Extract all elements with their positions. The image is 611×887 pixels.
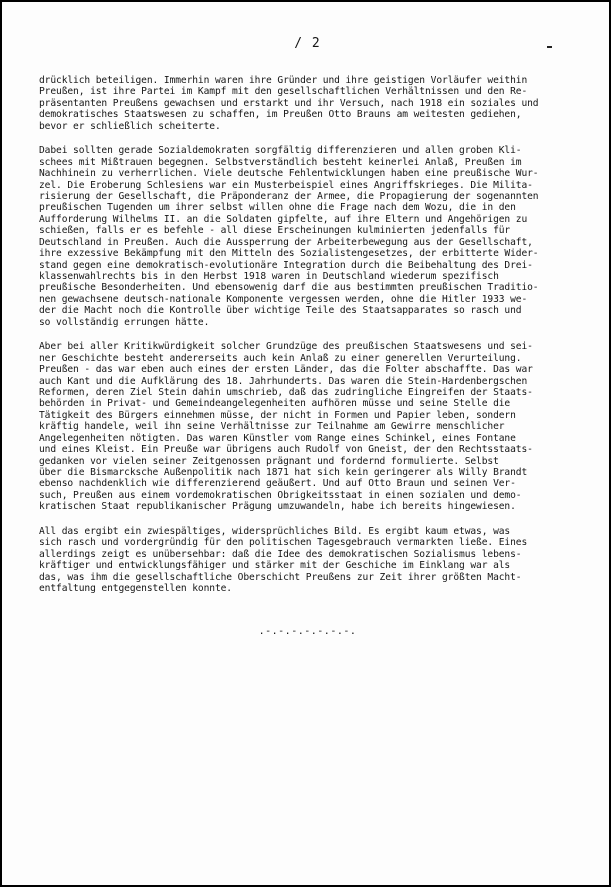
end-separator: .-.-.-.-.-.-.-.: [258, 626, 357, 637]
text-line: entfaltung entgegenstellen konnte.: [39, 582, 232, 594]
text-line: Dabei sollten gerade Sozialdemokraten sorgfältig differenzieren und allen groben Kli-: [39, 145, 522, 157]
corner-mark: [547, 46, 552, 48]
text-line: All das ergibt ein zwiespältiges, widersprüchliches Bild. Es ergibt kaum etwas, was: [39, 525, 511, 537]
text-line: Nachhinein zu verherrlichen. Viele deutsche Fehlentwicklungen haben eine preußische Wur-: [39, 168, 539, 180]
text-line: such, Preußen aus einem vordemokratischen Obrigkeitsstaat in einen sozialen und demo-: [39, 489, 522, 501]
text-line: das, was ihm die gesellschaftliche Oberschicht Preußens zur Zeit ihrer größten Macht-: [39, 571, 522, 583]
text-line: nen gewachsene deutsch-nationale Komponente vergessen werden, ohne die Hitler 1933 we-: [39, 293, 528, 305]
text-line: und eines Kleist. Ein Preuße war übrigens auch Rudolf von Gneist, der den Rechtsstaats-: [39, 444, 533, 456]
paragraph: [39, 526, 573, 595]
text-line: Preußen, ist ihre Partei im Kampf mit den gesellschaftlichen Verhältnissen und den Re-: [39, 86, 528, 98]
text-line: Tätigkeit des Bürgers einnehmen müsse, der nicht in Formen und Papier leben, sondern: [39, 409, 516, 421]
text-line: kratischen Staat republikanischer Prägung umzuwandeln, habe ich bereits hingewiesen.: [39, 501, 516, 513]
text-line: der die Macht noch die Kontrolle über wichtige Teile des Staatsapparates so rasch und: [39, 305, 522, 317]
text-line: Aufforderung Wilhelms II. an die Soldaten gipfelte, auf ihre Eltern und Angehörigen zu: [39, 213, 528, 225]
text-line: risierung der Gesellschaft, die Präponderanz der Armee, die Propagierung der sogenannten: [39, 190, 539, 202]
text-line: gedanken vor vielen seiner Zeitgenossen prägnant und fordernd formulierte. Selbst: [39, 455, 499, 467]
text-line: ihre exzessive Bekämpfung mit den Mitteln des Sozialistengesetzes, der erbitterte Wider-: [39, 248, 539, 260]
text-line: Preußen - das war eben auch eines der ersten Länder, das die Folter abschaffte. Das war: [39, 364, 533, 376]
paragraph: [39, 341, 573, 513]
text-line: auch Kant und die Aufklärung des 18. Jahrhunderts. Das waren die Stein-Hardenbergschen: [39, 375, 528, 387]
text-line: preußische Besonderheiten. Und ebensowenig darf die aus bestimmten preußischen Traditio-: [39, 282, 539, 294]
paragraph: [39, 75, 573, 132]
page-number: / 2: [294, 36, 321, 51]
text-line: sich rasch und vordergründig für den politischen Tagesgebrauch vermarkten ließe. Eines: [39, 537, 528, 549]
text-line: ner Geschichte besteht andererseits auch kein Anlaß zu einer generellen Verurteilung.: [39, 352, 522, 364]
text-line: allerdings zeigt es unübersehbar: daß die Idee des demokratischen Sozialismus lebens-: [39, 548, 522, 560]
text-line: über die Bismarcksche Außenpolitik nach 1871 hat sich kein geringerer als Willy Brandt: [39, 467, 528, 478]
text-line: drücklich beteiligen. Immerhin waren ihre Gründer und ihre geistigen Vorläufer weithin: [39, 75, 528, 86]
text-line: kräftiger und entwicklungsfähiger und stärker mit der Geschiche im Einklang war als: [39, 560, 511, 572]
text-line: schießen, falls er es befehle - all diese Erscheinungen kulminierten jedenfalls für: [39, 225, 511, 237]
text-line: bevor er schließlich scheiterte.: [39, 120, 221, 132]
text-line: demokratisches Staatswesen zu schaffen, im Preußen Otto Brauns am weitesten gediehen,: [39, 109, 522, 121]
text-line: schees mit Mißtrauen begegnen. Selbstverständlich besteht keinerlei Anlaß, Preußen im: [39, 156, 522, 168]
text-line: Angelegenheiten nötigten. Das waren Künstler vom Range eines Schinkel, eines Fontane: [39, 432, 516, 444]
text-line: kräftig handele, weil ihn seine Verhältnisse zur Teilnahme am Gewirre menschlicher: [39, 421, 505, 433]
text-line: Aber bei aller Kritikwürdigkeit solcher Grundzüge des preußischen Staatswesens und sei-: [39, 341, 533, 353]
paragraph: [39, 145, 573, 328]
text-line: stand gegen eine demokratisch-evolutionäre Integration durch die Beibehaltung des Drei-: [39, 259, 533, 271]
text-line: präsentanten Preußens gewachsen und erstarkt und ihr Versuch, nach 1918 ein soziales und: [39, 97, 539, 109]
text-line: ebenso nachdenklich wie differenzierend geäußert. Und auf Otto Braun und seinen Ver-: [39, 478, 516, 490]
text-line: Deutschland in Preußen. Auch die Aussperrung der Arbeiterbewegung aus der Gesellschaft,: [39, 236, 533, 248]
text-line: zel. Die Eroberung Schlesiens war ein Musterbeispiel eines Angriffskrieges. Die Milita-: [39, 179, 533, 191]
text-line: preußischen Tugenden um ihrer selbst willen ohne die Frage nach dem Wozu, die in den: [39, 202, 516, 214]
text-line: klassenwahlrechts bis in den Herbst 1918 waren in Deutschland wiederum spezifisch: [39, 271, 499, 282]
document-body: [39, 75, 573, 607]
text-line: Reformen, deren Ziel Stein dahin umschrieb, daß das zudringliche Eingreifen der Staats-: [39, 386, 533, 398]
text-line: behörden in Privat- und Gemeindeangelegenheiten aufhören müsse und seine Stelle die: [39, 398, 511, 410]
text-line: so vollständig errungen hätte.: [39, 316, 210, 328]
